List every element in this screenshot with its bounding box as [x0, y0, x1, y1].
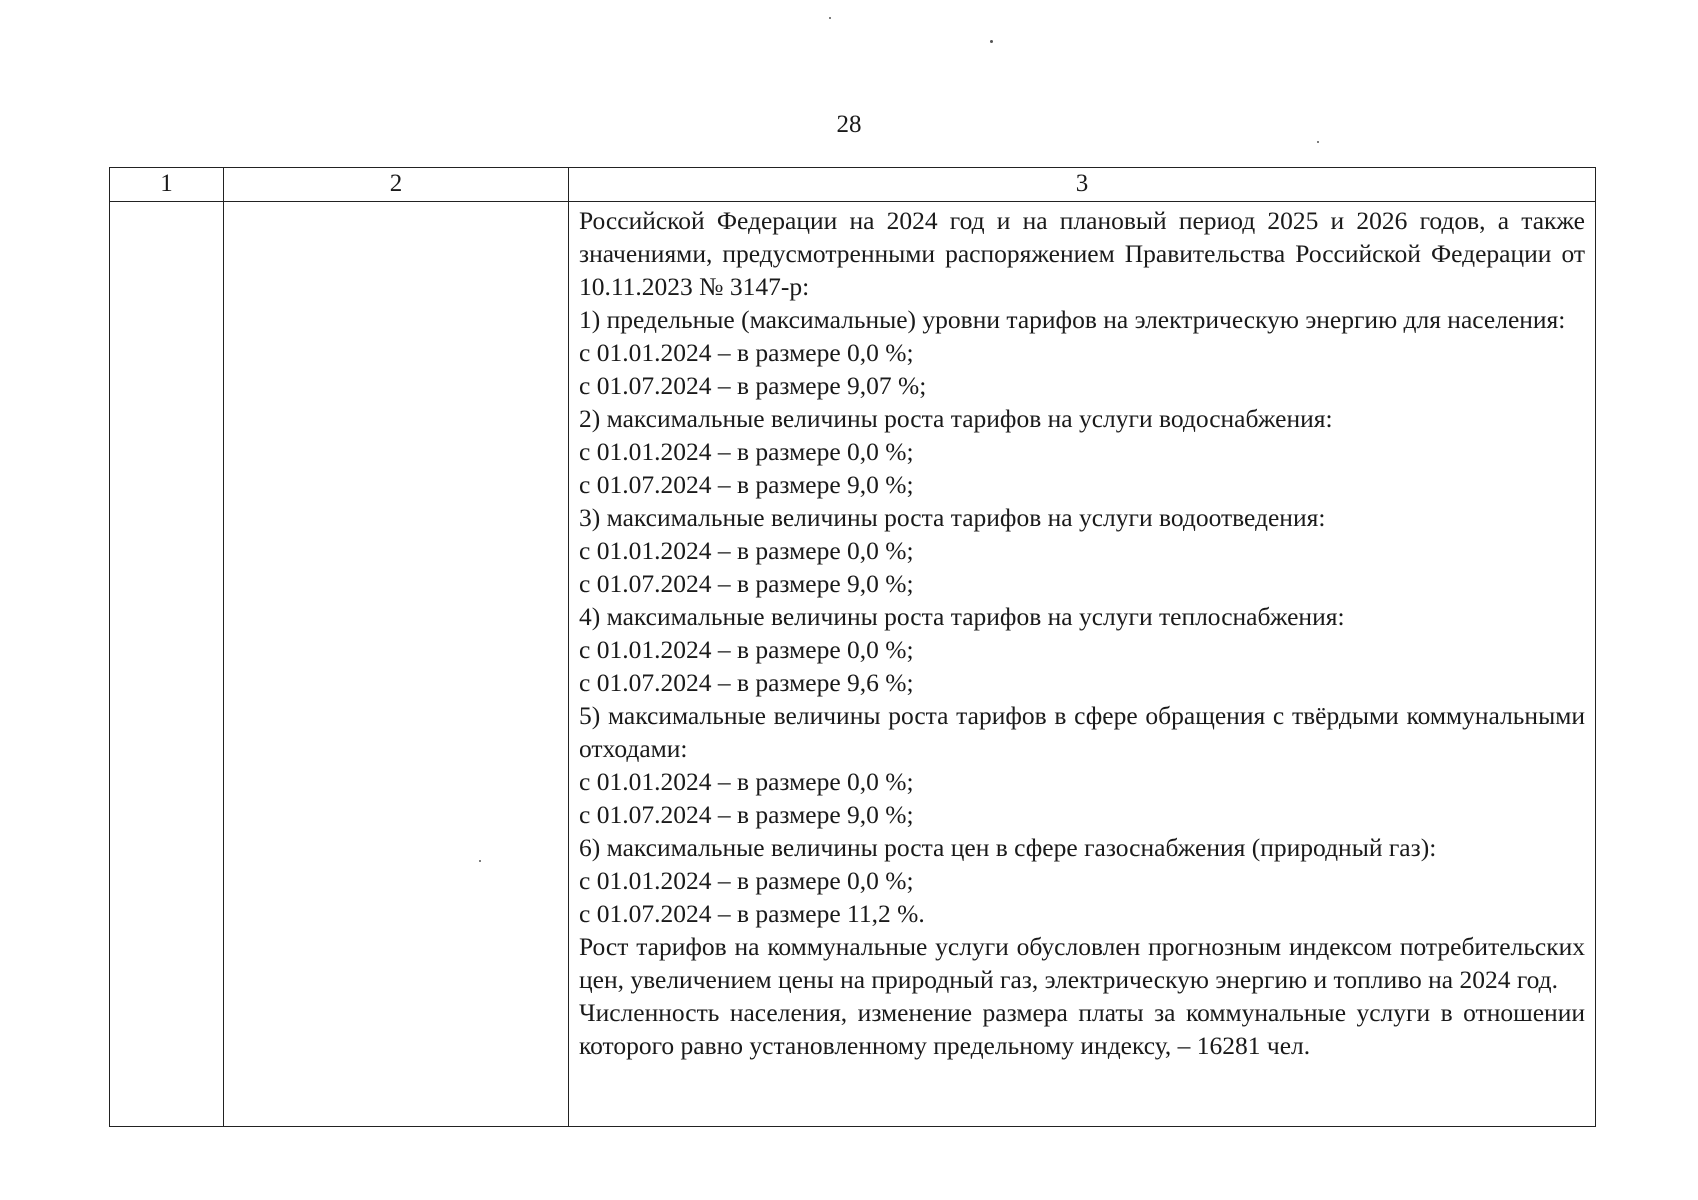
paragraph-item-6-rate-jul: с 01.07.2024 – в размере 11,2 %.	[579, 899, 925, 928]
column-header-1: 1	[110, 168, 224, 202]
paragraph-item-5-rate-jul: с 01.07.2024 – в размере 9,0 %;	[579, 800, 914, 829]
column-header-2: 2	[224, 168, 569, 202]
paragraph-item-2-rate-jul: с 01.07.2024 – в размере 9,0 %;	[579, 470, 914, 499]
paragraph-item-4-rate-jul: с 01.07.2024 – в размере 9,6 %;	[579, 668, 914, 697]
scan-speck	[1317, 141, 1319, 143]
paragraph-item-3-rate-jan: с 01.01.2024 – в размере 0,0 %;	[579, 536, 914, 565]
paragraph-item-6-heading: 6) максимальные величины роста цен в сфере газоснабжения (природный газ):	[579, 833, 1437, 862]
paragraph-item-2-rate-jan: с 01.01.2024 – в размере 0,0 %;	[579, 437, 914, 466]
paragraph-tariff-growth-reason: Рост тарифов на коммунальные услуги обусловлен прогнозным индексом потребительских цен, увеличением цены на природный газ, электрическую энергию и топливо на 2024 год.	[579, 932, 1585, 994]
column-header-3: 3	[569, 168, 1596, 202]
paragraph-intro: Российской Федерации на 2024 год и на плановый период 2025 и 2026 годов, а также значениями, предусмотренными распоряжением Правительства Российской Федерации от 10.11.2023 № 3147-р:	[579, 206, 1585, 301]
cell-col2	[224, 202, 569, 1127]
cell-col1	[110, 202, 224, 1127]
paragraph-item-1-heading: 1) предельные (максимальные) уровни тарифов на электрическую энергию для населения:	[579, 305, 1566, 334]
document-table	[109, 167, 1596, 1127]
table-header-row	[110, 168, 1596, 202]
cell-col3	[569, 202, 1596, 1127]
paragraph-item-3-heading: 3) максимальные величины роста тарифов на услуги водоотведения:	[579, 503, 1326, 532]
paragraph-item-1-rate-jan: с 01.01.2024 – в размере 0,0 %;	[579, 338, 914, 367]
paragraph-item-2-heading: 2) максимальные величины роста тарифов на услуги водоснабжения:	[579, 404, 1333, 433]
paragraph-item-5-heading: 5) максимальные величины роста тарифов в сфере обращения с твёрдыми коммунальными отходами:	[579, 701, 1585, 763]
page-number: 28	[836, 111, 862, 138]
table-row	[110, 202, 1596, 1127]
scan-speck	[829, 17, 831, 19]
paragraph-item-3-rate-jul: с 01.07.2024 – в размере 9,0 %;	[579, 569, 914, 598]
paragraph-item-1-rate-jul: с 01.07.2024 – в размере 9,07 %;	[579, 371, 927, 400]
paragraph-item-5-rate-jan: с 01.01.2024 – в размере 0,0 %;	[579, 767, 914, 796]
paragraph-item-4-heading: 4) максимальные величины роста тарифов на услуги теплоснабжения:	[579, 602, 1345, 631]
paragraph-item-6-rate-jan: с 01.01.2024 – в размере 0,0 %;	[579, 866, 914, 895]
paragraph-item-4-rate-jan: с 01.01.2024 – в размере 0,0 %;	[579, 635, 914, 664]
scan-speck	[990, 40, 993, 43]
paragraph-population-count: Численность населения, изменение размера платы за коммунальные услуги в отношении которого равно установленному предельному индексу, – 16281 чел.	[579, 998, 1585, 1060]
